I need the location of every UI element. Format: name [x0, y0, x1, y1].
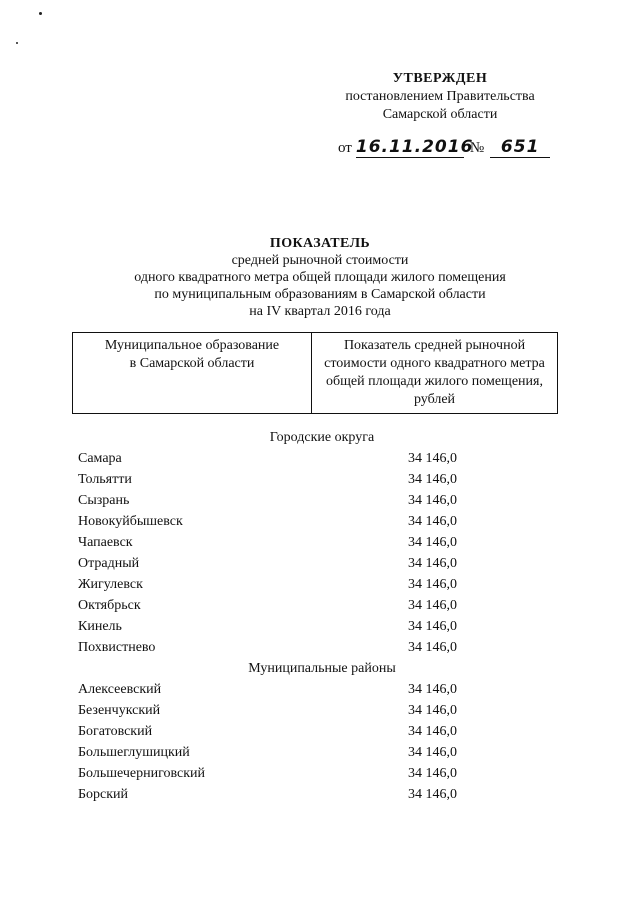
section-title: Городские округа [269, 430, 375, 445]
price-value: 34 146,0 [408, 745, 457, 760]
approval-block [300, 70, 580, 124]
table-row [78, 679, 558, 700]
table-row [78, 700, 558, 721]
table-row [78, 469, 558, 490]
decree-number-label: № [469, 140, 485, 156]
municipality-name: Богатовский [78, 724, 153, 739]
approval-line-region: Самарской области [382, 107, 498, 122]
price-value: 34 146,0 [408, 766, 457, 781]
table-row [78, 721, 558, 742]
municipality-name: Новокуйбышевск [78, 514, 183, 529]
table-row [78, 637, 558, 658]
municipality-name: Большеглушицкий [78, 745, 190, 760]
table-row [78, 532, 558, 553]
price-value: 34 146,0 [408, 682, 457, 697]
municipality-name: Алексеевский [78, 682, 162, 697]
scan-speck [16, 42, 18, 44]
price-value: 34 146,0 [408, 577, 457, 592]
municipality-name: Безенчукский [78, 703, 161, 718]
price-value: 34 146,0 [408, 619, 457, 634]
table-row [78, 763, 558, 784]
decree-line [338, 137, 550, 161]
decree-from-label: от [338, 140, 352, 156]
heading-line: на IV квартал 2016 года [249, 304, 391, 319]
approval-title: УТВЕРЖДЕН [392, 71, 488, 86]
municipality-name: Похвистнево [78, 640, 156, 655]
price-value: 34 146,0 [408, 598, 457, 613]
column-header-text: рублей [413, 392, 456, 407]
municipality-name: Борский [78, 787, 129, 802]
approval-line-decree: постановлением Правительства [345, 89, 535, 104]
table-row [78, 448, 558, 469]
document-title: ПОКАЗАТЕЛЬ [269, 236, 371, 251]
table-row [78, 784, 558, 805]
column-header-text: в Самарской области [129, 356, 255, 371]
section-municipal-districts [78, 658, 558, 805]
table-row [78, 742, 558, 763]
column-header-text: стоимости одного квадратного метра [324, 356, 545, 371]
price-value: 34 146,0 [408, 556, 457, 571]
municipality-name: Октябрьск [78, 598, 141, 613]
municipality-name: Жигулевск [78, 577, 143, 592]
price-value: 34 146,0 [408, 514, 457, 529]
price-value: 34 146,0 [408, 451, 457, 466]
column-header-text: Муниципальное образование [104, 338, 280, 353]
price-value: 34 146,0 [408, 472, 457, 487]
municipality-name: Кинель [78, 619, 122, 634]
table-row [78, 574, 558, 595]
decree-date-handwritten: 16.11.2016 [355, 137, 474, 157]
heading-line: одного квадратного метра общей площади жилого помещения [134, 270, 506, 285]
municipality-name: Тольятти [78, 472, 132, 487]
price-value: 34 146,0 [408, 703, 457, 718]
municipality-name: Чапаевск [78, 535, 133, 550]
column-header-municipality [73, 333, 312, 414]
table-row [78, 511, 558, 532]
price-value: 34 146,0 [408, 640, 457, 655]
section-title: Муниципальные районы [248, 661, 396, 676]
heading-line: по муниципальным образованиям в Самарской области [154, 287, 486, 302]
table-row [78, 490, 558, 511]
scan-speck [39, 12, 42, 15]
municipality-name: Сызрань [78, 493, 130, 508]
section-urban-districts [78, 427, 558, 658]
heading-line: средней рыночной стоимости [231, 253, 409, 268]
document-heading [60, 235, 580, 320]
municipality-name: Самара [78, 451, 122, 466]
table-header [72, 332, 558, 414]
price-value: 34 146,0 [408, 787, 457, 802]
price-value: 34 146,0 [408, 724, 457, 739]
column-header-text: Показатель средней рыночной [343, 338, 526, 353]
price-value: 34 146,0 [408, 493, 457, 508]
column-header-text: общей площади жилого помещения, [326, 374, 543, 389]
column-header-price [312, 333, 558, 414]
price-value: 34 146,0 [408, 535, 457, 550]
municipality-name: Отрадный [78, 556, 140, 571]
table-row [78, 553, 558, 574]
decree-number-handwritten: 651 [490, 137, 550, 158]
municipality-name: Большечерниговский [78, 766, 206, 781]
table-row [78, 595, 558, 616]
table-row [78, 616, 558, 637]
